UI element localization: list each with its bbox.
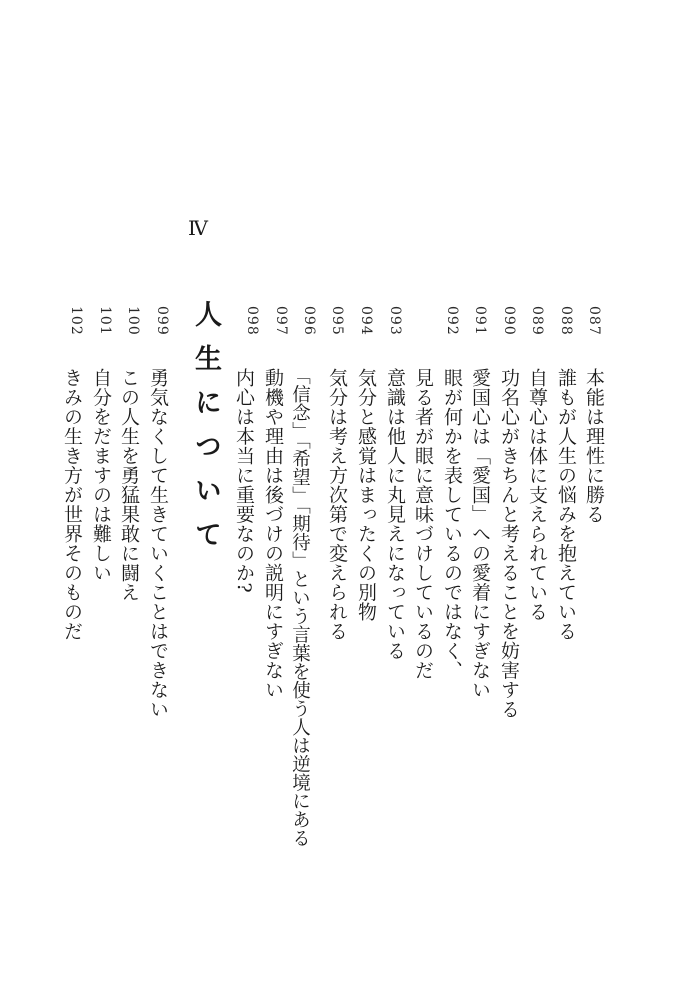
entry-number: 088 bbox=[558, 306, 574, 336]
entry-title[interactable]: 気分と感覚はまったくの別物 bbox=[355, 368, 377, 622]
entry-number: 095 bbox=[329, 306, 345, 336]
entry-title[interactable]: 眼が何かを表しているのではなく、 bbox=[441, 368, 463, 680]
entry-title[interactable]: 自尊心は体に支えられている bbox=[526, 368, 548, 622]
entry-number: 101 bbox=[97, 306, 113, 336]
entry-title[interactable]: 本能は理性に勝る bbox=[583, 368, 605, 524]
entry-number: 091 bbox=[472, 306, 488, 336]
entry-number: 097 bbox=[273, 306, 289, 336]
entry-number: 093 bbox=[387, 306, 403, 336]
entry-number: 098 bbox=[244, 306, 260, 336]
entry-number: 102 bbox=[68, 306, 84, 336]
chapter-title: 人生について bbox=[190, 300, 221, 564]
entry-title[interactable]: 動機や理由は後づけの説明にすぎない bbox=[262, 368, 284, 700]
entry-number: 099 bbox=[154, 306, 170, 336]
entry-title[interactable]: 内心は本当に重要なのか? bbox=[233, 368, 255, 594]
entry-number: 087 bbox=[586, 306, 602, 336]
entry-number: 096 bbox=[301, 306, 317, 336]
entry-title[interactable]: 誰もが人生の悩みを抱えている bbox=[555, 368, 577, 641]
entry-number: 089 bbox=[529, 306, 545, 336]
entry-title[interactable]: 勇気なくして生きていくことはできない bbox=[147, 368, 169, 719]
entry-title[interactable]: この人生を勇猛果敢に闘え bbox=[118, 368, 140, 602]
entry-title[interactable]: 功名心がきちんと考えることを妨害する bbox=[498, 368, 520, 719]
entry-number: 090 bbox=[501, 306, 517, 336]
entry-number: 100 bbox=[125, 306, 141, 336]
entry-title[interactable]: きみの生き方が世界そのものだ bbox=[61, 368, 83, 641]
entry-number: 092 bbox=[444, 306, 460, 336]
entry-title-continuation[interactable]: 見る者が眼に意味づけしているのだ bbox=[412, 368, 434, 680]
entry-number: 094 bbox=[358, 306, 374, 336]
entry-title[interactable]: 愛国心は「愛国」への愛着にすぎない bbox=[469, 368, 491, 700]
entry-title[interactable]: 意識は他人に丸見えになっている bbox=[384, 368, 406, 661]
entry-title[interactable]: 自分をだますのは難しい bbox=[90, 368, 112, 583]
entry-title[interactable]: 「信念」「希望」「期待」という言葉を使う人は逆境にある bbox=[289, 366, 311, 847]
entry-title[interactable]: 気分は考え方次第で変えられる bbox=[326, 368, 348, 641]
chapter-roman-numeral: Ⅳ bbox=[188, 218, 209, 240]
